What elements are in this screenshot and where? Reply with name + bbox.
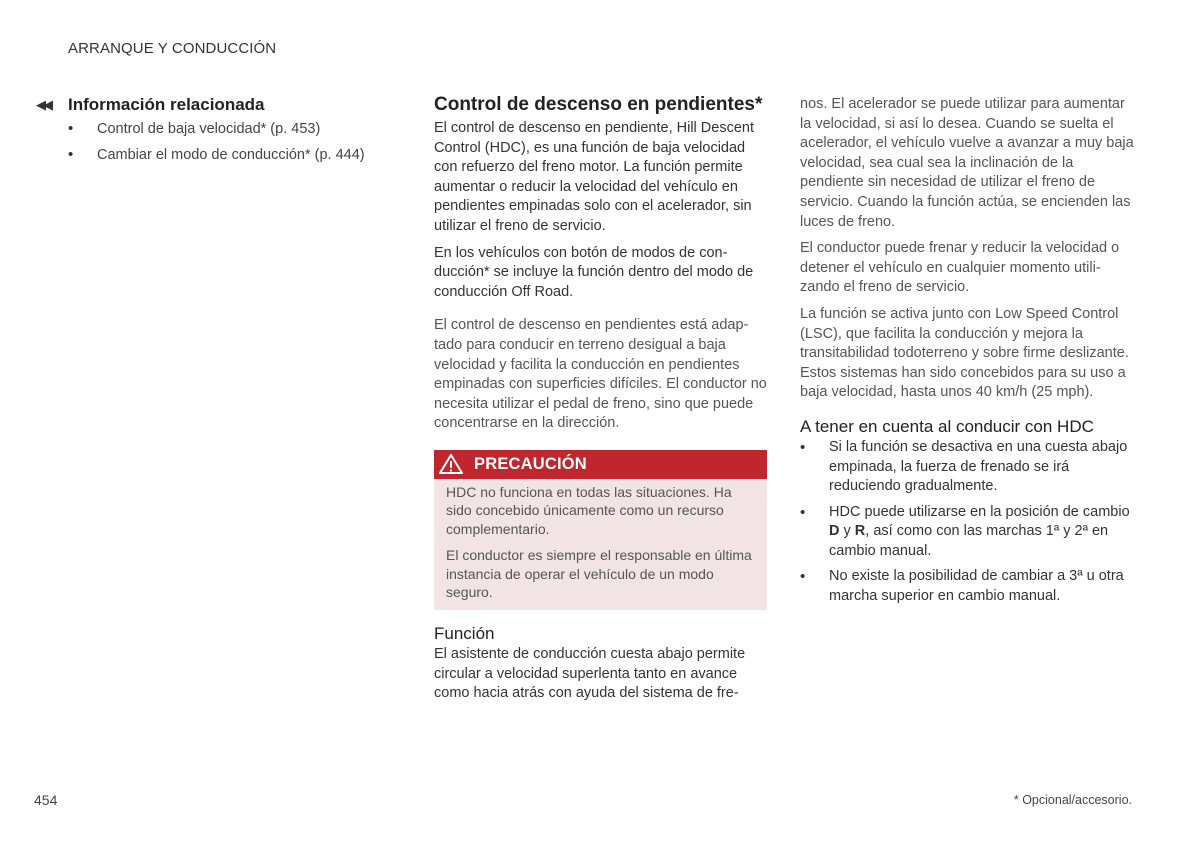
braking-paragraph: El conductor puede frenar y reducir la velocidad o detener el vehículo en cualquier momento utilizando el freno de servicio. <box>800 240 1120 296</box>
caution-header <box>434 450 767 479</box>
page-number: 454 <box>34 792 58 808</box>
related-link-drive-mode[interactable]: • Cambiar el modo de conducción* (p. 444) <box>68 145 408 165</box>
caution-body <box>434 479 767 610</box>
main-column <box>434 94 767 711</box>
continued-paragraph: nos. El acelerador se puede utilizar para aumentar la velocidad, si así lo desea. Cuando se suelta el acelerador, el vehículo vuelve a avanzar a muy baja velocidad, sea cual sea la inclinación de la pendiente sin necesidad de utilizar el freno de servicio. Cuando la función actúa, se encienden las luces de freno. <box>800 96 1134 230</box>
page-title: Control de descenso en pendientes* <box>434 94 763 115</box>
hdc-note-text: y <box>839 523 855 540</box>
drive-mode-paragraph: En los vehículos con botón de modos de conducción* se incluye la función dentro del modo de conducción Off Road. <box>434 244 754 300</box>
footnote: * Opcional/accesorio. <box>1013 793 1132 807</box>
hdc-note-text: , así como con las marchas 1ª y 2ª en cambio manual. <box>829 523 1109 559</box>
caution-text-1: HDC no funciona en todas las situaciones. Ha sido concebido únicamente como un recurso complementario. <box>446 483 732 537</box>
hdc-notes-heading: A tener en cuenta al conducir con HDC <box>800 416 1094 436</box>
section-header: ARRANQUE Y CONDUCCIÓN <box>68 40 277 57</box>
lsc-paragraph: La función se activa junto con Low Speed Control (LSC), que facilita la conducción y mejora la transitabilidad todoterreno y sobre firme deslizante. Estos sistemas han sido concebidos para su uso a baja velocidad, hasta unos 40 km/h (25 mph). <box>800 305 1129 401</box>
caution-box <box>434 450 767 610</box>
function-paragraph: El asistente de conducción cuesta abajo permite circular a velocidad superlenta tanto en avance como hacia atrás con ayuda del sistema de fre- <box>434 645 746 702</box>
gear-d-label: D <box>829 523 840 540</box>
related-link-low-speed-control[interactable]: • Control de baja velocidad* (p. 453) <box>68 119 408 139</box>
function-heading: Función <box>434 623 495 643</box>
intro-paragraph: El control de descenso en pendiente, Hill Descent Control (HDC), es una función de baja velocidad con refuerzo del freno motor. La función permite aumentar o reducir la velocidad del vehículo en pendientes empinadas solo con el acelerador, sin utilizar el freno de servicio. <box>434 120 754 234</box>
hdc-note-item: • Si la función se desactiva en una cuesta abajo empinada, la fuerza de frenado se irá reduciendo gradualmente. <box>800 438 1134 497</box>
caution-title: PRECAUCIÓN <box>474 454 587 473</box>
hdc-note-text: HDC puede utilizarse en la posición de cambio <box>829 503 1130 520</box>
related-info-title: Información relacionada <box>68 95 265 114</box>
hdc-notes-list <box>800 438 1134 607</box>
gear-r-label: R <box>854 523 866 540</box>
right-column <box>800 95 1134 613</box>
hdc-note-item: • No existe la posibilidad de cambiar a 3ª u otra marcha superior en cambio manual. <box>800 567 1134 606</box>
description-paragraph: El control de descenso en pendientes está adaptado para conducir en terreno desigual a baja velocidad y facilita la conducción en pendientes empinadas con superficies difíciles. El conductor no necesita utilizar el pedal de freno, sino que puede concentrarse en la dirección. <box>434 317 767 432</box>
hdc-note-item <box>800 503 1134 562</box>
warning-triangle-icon <box>438 453 464 475</box>
double-chevron-left-icon: ◀◀ <box>36 97 50 112</box>
related-links-list <box>68 119 408 171</box>
caution-text-2: El conductor es siempre el responsable en última instancia de operar el vehículo de un modo seguro. <box>446 547 752 601</box>
